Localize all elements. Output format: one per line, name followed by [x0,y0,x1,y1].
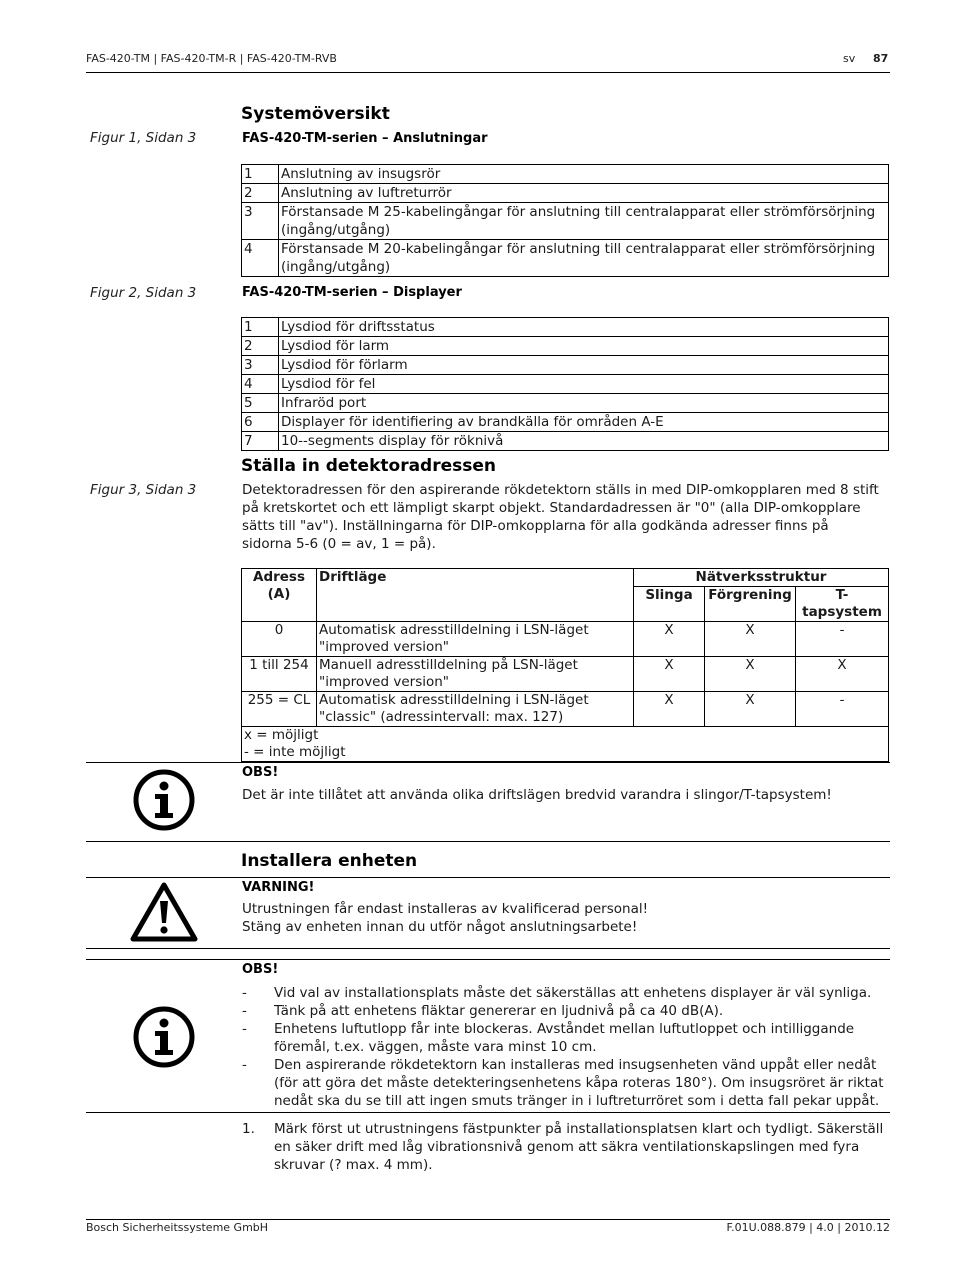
row-text: Infraröd port [279,394,889,413]
displays-table [241,317,889,451]
warning-line-2: Stäng av enheten innan du utför något anslutningsarbete! [242,919,638,935]
header-mode: Driftläge [317,569,634,622]
footer-doc-reference: F.01U.088.879 | 4.0 | 2010.12 [726,1221,890,1234]
notice-2-top-rule [86,959,890,960]
cell-loop: X [634,657,705,692]
warning-line-1: Utrustningen får endast installeras av kvalificerad personal! [242,901,649,917]
notice-2-bottom-rule [86,1112,890,1113]
cell-ttap: - [796,622,889,657]
section-title-install-unit: Installera enheten [241,851,418,871]
notice-1-top-rule [86,762,890,763]
list-item: - Tänk på att enhetens fläktar genererar en ljudnivå på ca 40 dB(A). [242,1002,890,1020]
row-text: Lysdiod för driftsstatus [279,318,889,337]
warning-bottom-rule [86,948,890,949]
cell-loop: X [634,692,705,727]
figure-1-title: FAS-420-TM-serien – Anslutningar [242,131,488,146]
display-row [242,375,889,394]
cell-mode: Automatisk adresstilldelning i LSN-läget "classic" (adressintervall: max. 127) [317,692,634,727]
address-paragraph: Detektoradressen för den aspirerande rökdetektorn ställs in med DIP-omkopplaren med 8 stift på kretskortet och ett lämpligt skarpt objekt. Standardadressen är "0" (alla DIP-omkopplare sätts till "av"). Inställningarna för DIP-omkopplarna för alla godkända adresser finns på sidorna 5-6 (0 = av, 1 = på). [242,482,879,552]
notice-1-bottom-rule [86,841,890,842]
row-number: 1 [242,165,279,184]
footer-company: Bosch Sicherheitssysteme GmbH [86,1221,269,1234]
row-number: 6 [242,413,279,432]
row-text: Displayer för identifiering av brandkälla för områden A-E [279,413,889,432]
row-number: 7 [242,432,279,451]
row-number: 2 [242,184,279,203]
connections-table [241,164,889,277]
row-number: 3 [242,203,279,240]
cell-ttap: - [796,692,889,727]
cell-ttap: X [796,657,889,692]
display-row [242,337,889,356]
header-loop: Slinga [634,587,705,622]
warning-icon [129,881,199,947]
row-number: 5 [242,394,279,413]
table-legend [242,727,889,762]
list-item: - Enhetens luftutlopp får inte blockeras. Avståndet mellan luftutloppet och intilliggande föremål, t.ex. väggen, måste vara minst 10 cm. [242,1020,890,1056]
header-page-number: 87 [873,52,889,65]
header-rule [86,72,890,73]
header-branch: Förgrening [705,587,796,622]
connection-row [242,165,889,184]
connection-row [242,184,889,203]
row-text: Anslutning av luftreturrör [279,184,889,203]
list-item: - Vid val av installationsplats måste det säkerställas att enhetens displayer är väl synliga. [242,984,890,1002]
connection-row [242,240,889,277]
address-row [242,622,889,657]
notice-2-list [242,984,890,1110]
figure-2-title: FAS-420-TM-serien – Displayer [242,285,462,300]
step-number: 1. [242,1121,255,1137]
warning-top-rule [86,877,890,878]
step-text: Märk först ut utrustningens fästpunkter på installationsplatsen klart och tydligt. Säkerställ en säker drift med låg vibrationsnivå genom att säkra ventilationskapslingen med fyra skruvar (? max. 4 mm). [274,1121,884,1173]
row-number: 4 [242,375,279,394]
info-icon [133,769,195,835]
legend-possible: x = möjligt [244,727,319,743]
address-row [242,657,889,692]
footer-rule [86,1219,890,1220]
row-text: 10--segments display för röknivå [279,432,889,451]
cell-mode: Automatisk adresstilldelning i LSN-läget "improved version" [317,622,634,657]
row-number: 2 [242,337,279,356]
figure-1-reference: Figur 1, Sidan 3 [90,130,197,146]
connection-row [242,203,889,240]
section-title-detector-address: Ställa in detektoradressen [241,456,497,476]
notice-2-label: OBS! [242,962,279,977]
cell-mode: Manuell adresstilldelning på LSN-läget "improved version" [317,657,634,692]
cell-address: 255 = CL [242,692,317,727]
section-title-system-overview: Systemöversikt [241,104,390,124]
list-item: - Den aspirerande rökdetektorn kan installeras med insugsenheten vänd uppåt eller nedåt (för att göra det måste detekteringsenhetens kåpa roteras 180°). Om insugsröret är riktat nedåt ska du se till att ingen smuts tränger in i luftreturröret som i detta fall pekar uppåt. [242,1056,890,1110]
display-row [242,413,889,432]
display-row [242,356,889,375]
row-text: Lysdiod för larm [279,337,889,356]
cell-branch: X [705,657,796,692]
cell-branch: X [705,692,796,727]
row-number: 4 [242,240,279,277]
legend-not-possible: - = inte möjligt [244,744,346,760]
row-number: 1 [242,318,279,337]
cell-loop: X [634,622,705,657]
figure-3-reference: Figur 3, Sidan 3 [90,482,197,498]
header-ttap: T-tapsystem [796,587,889,622]
cell-branch: X [705,622,796,657]
row-text: Förstansade M 20-kabelingångar för anslutning till centralapparat eller strömförsörjning (ingång/utgång) [279,240,889,277]
cell-address: 0 [242,622,317,657]
row-text: Lysdiod för fel [279,375,889,394]
display-row [242,394,889,413]
row-text: Anslutning av insugsrör [279,165,889,184]
header-lang: sv [843,52,856,65]
notice-1-label: OBS! [242,765,279,780]
address-row [242,692,889,727]
row-text: Förstansade M 25-kabelingångar för anslutning till centralapparat eller strömförsörjning (ingång/utgång) [279,203,889,240]
cell-address: 1 till 254 [242,657,317,692]
row-number: 3 [242,356,279,375]
display-row [242,432,889,451]
header-product: FAS-420-TM | FAS-420-TM-R | FAS-420-TM-RVB [86,52,337,65]
header-address: Adress (A) [242,569,317,622]
display-row [242,318,889,337]
header-network: Nätverksstruktur [634,569,889,587]
notice-1-text: Det är inte tillåtet att använda olika driftslägen bredvid varandra i slingor/T-tapsystem! [242,787,832,803]
row-text: Lysdiod för förlarm [279,356,889,375]
warning-label: VARNING! [242,880,315,895]
info-icon [133,1006,195,1072]
figure-2-reference: Figur 2, Sidan 3 [90,285,197,301]
address-table [241,568,889,762]
